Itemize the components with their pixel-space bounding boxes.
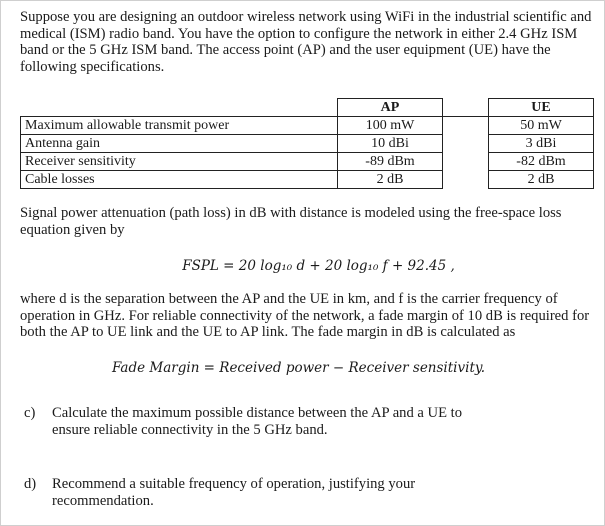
gap-cell xyxy=(443,135,489,153)
question-text: Calculate the maximum possible distance between the AP and a UE to ensure reliable connectivity in the 5 GHz band. xyxy=(52,405,463,438)
question-label: d) xyxy=(24,476,37,492)
row-label: Antenna gain xyxy=(21,135,338,153)
ue-value: 3 dBi xyxy=(489,135,594,153)
header-ap: AP xyxy=(338,99,443,117)
row-label: Cable losses xyxy=(21,171,338,189)
fspl-equation: FSPL = 20 log₁₀ d + 20 log₁₀ f + 92.45 , xyxy=(182,258,455,274)
ue-value: -82 dBm xyxy=(489,153,594,171)
gap-cell xyxy=(443,171,489,189)
ap-value: 10 dBi xyxy=(338,135,443,153)
row-label: Maximum allowable transmit power xyxy=(21,117,338,135)
table-corner-cell xyxy=(21,99,338,117)
ue-value: 2 dB xyxy=(489,171,594,189)
specifications-table xyxy=(20,98,594,189)
table-row xyxy=(21,135,594,153)
ap-value: 100 mW xyxy=(338,117,443,135)
intro-paragraph: Suppose you are designing an outdoor wireless network using WiFi in the industrial scientific and medical (ISM) radio band. You have the option to configure the network in either 2.4 GHz ISM band or the 5 GHz ISM band. The access point (AP) and the user equipment (UE) have the following specifications. xyxy=(20,9,592,75)
question-text: Recommend a suitable frequency of operation, justifying your recommendation. xyxy=(52,476,416,509)
header-gap xyxy=(443,99,489,117)
table-row xyxy=(21,117,594,135)
question-label: c) xyxy=(24,405,36,421)
gap-cell xyxy=(443,117,489,135)
table-row xyxy=(21,171,594,189)
ap-value: 2 dB xyxy=(338,171,443,189)
ap-value: -89 dBm xyxy=(338,153,443,171)
path-loss-paragraph: Signal power attenuation (path loss) in dB with distance is modeled using the free-space loss equation given by xyxy=(20,205,562,238)
ue-value: 50 mW xyxy=(489,117,594,135)
header-ue: UE xyxy=(489,99,594,117)
fade-margin-equation: Fade Margin = Received power − Receiver sensitivity. xyxy=(111,360,485,376)
table-row xyxy=(21,153,594,171)
gap-cell xyxy=(443,153,489,171)
where-paragraph: where d is the separation between the AP and the UE in km, and f is the carrier frequency of operation in GHz. For reliable connectivity of the network, a fade margin of 10 dB is required for both the AP to UE link and the UE to AP link. The fade margin in dB is calculated as xyxy=(20,291,590,341)
table-header-row xyxy=(21,99,594,117)
row-label: Receiver sensitivity xyxy=(21,153,338,171)
